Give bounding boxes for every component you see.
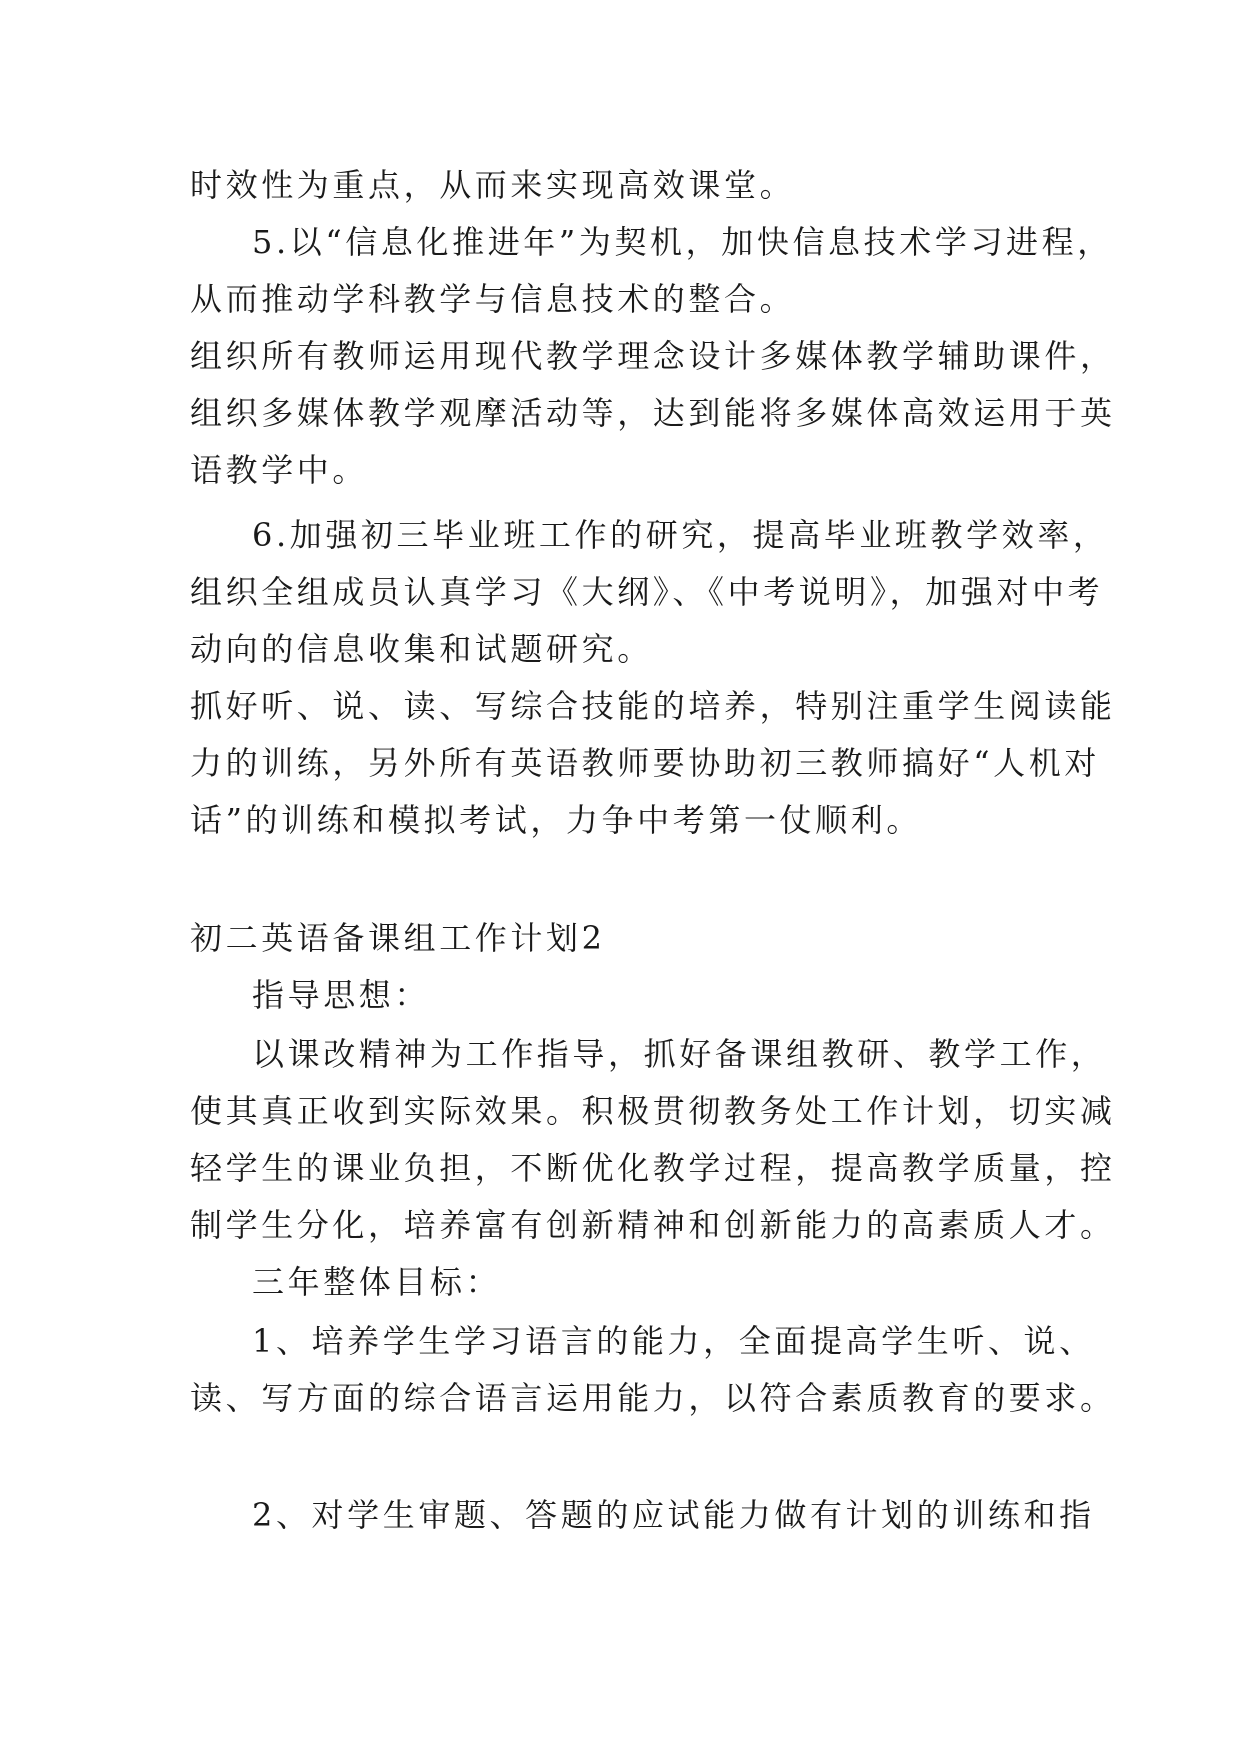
text-line: 轻学生的课业负担，不断优化教学过程，提高教学质量，控 bbox=[190, 1149, 1116, 1187]
text-line: 1、培养学生学习语言的能力，全面提高学生听、说、 bbox=[252, 1322, 1095, 1360]
text-line: 三年整体目标： bbox=[252, 1263, 502, 1301]
text-line: 组织全组成员认真学习《大纲》、《中考说明》，加强对中考 bbox=[190, 573, 1104, 611]
text-line: 使其真正收到实际效果。积极贯彻教务处工作计划，切实减 bbox=[190, 1092, 1116, 1130]
text-line: 语教学中。 bbox=[190, 451, 369, 489]
text-line: 抓好听、说、读、写综合技能的培养，特别注重学生阅读能 bbox=[190, 687, 1116, 725]
text-line: 组织多媒体教学观摩活动等，达到能将多媒体高效运用于英 bbox=[190, 394, 1116, 432]
text-line: 力的训练，另外所有英语教师要协助初三教师搞好“人机对 bbox=[190, 744, 1100, 782]
text-line: 6.加强初三毕业班工作的研究，提高毕业班教学效率， bbox=[252, 516, 1109, 554]
text-line: 读、写方面的综合语言运用能力，以符合素质教育的要求。 bbox=[190, 1379, 1116, 1417]
text-line: 时效性为重点，从而来实现高效课堂。 bbox=[190, 166, 796, 204]
text-line: 5.以“信息化推进年”为契机，加快信息技术学习进程， bbox=[252, 223, 1113, 261]
text-line: 以课改精神为工作指导，抓好备课组教研、教学工作， bbox=[252, 1035, 1107, 1073]
text-line: 动向的信息收集和试题研究。 bbox=[190, 630, 653, 668]
text-line: 指导思想： bbox=[252, 976, 431, 1014]
text-line: 制学生分化，培养富有创新精神和创新能力的高素质人才。 bbox=[190, 1206, 1116, 1244]
text-line: 组织所有教师运用现代教学理念设计多媒体教学辅助课件， bbox=[190, 337, 1116, 375]
section-heading: 初二英语备课组工作计划2 bbox=[190, 919, 606, 957]
text-line: 2、对学生审题、答题的应试能力做有计划的训练和指 bbox=[252, 1496, 1095, 1534]
text-line: 话”的训练和模拟考试，力争中考第一仗顺利。 bbox=[190, 801, 922, 839]
text-line: 从而推动学科教学与信息技术的整合。 bbox=[190, 280, 796, 318]
